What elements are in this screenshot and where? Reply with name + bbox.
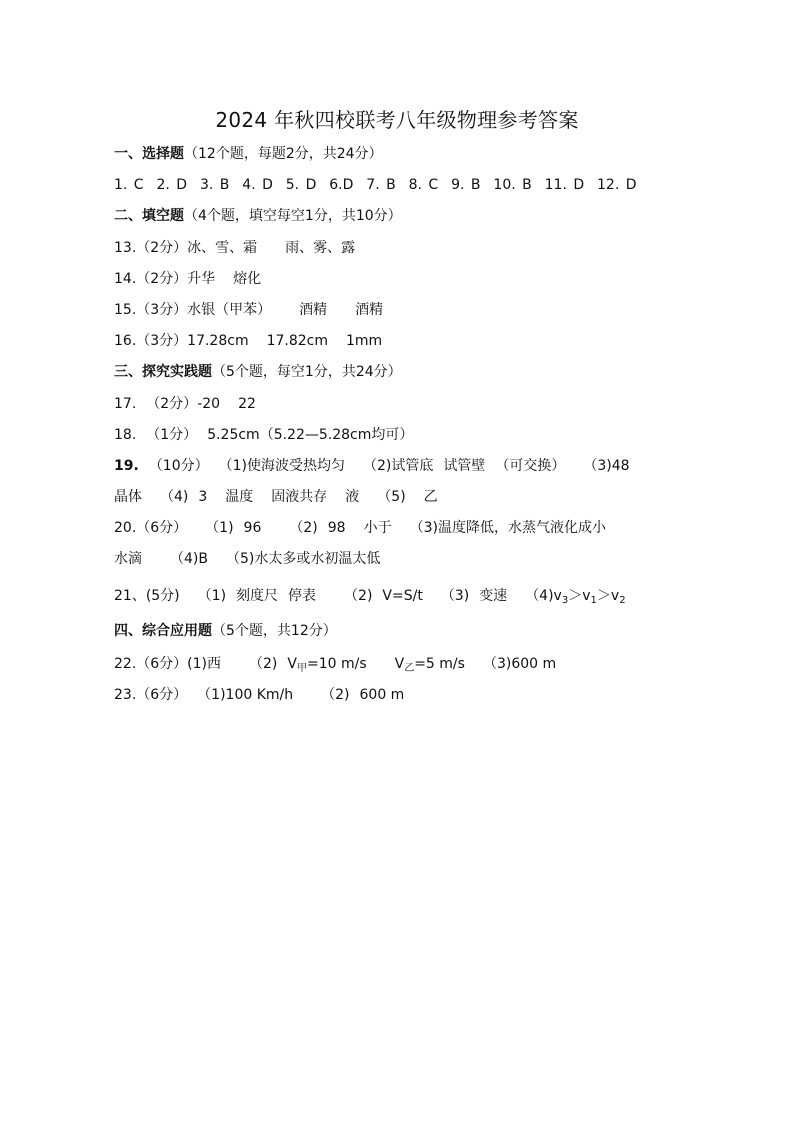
q19-part-4: （4)	[160, 489, 189, 505]
section-1-answers	[114, 175, 637, 195]
q15-answer-c: 酒精	[355, 302, 384, 318]
q21-sub-1: 1	[590, 595, 597, 606]
q19-score: （10分）	[148, 458, 209, 474]
q19-part-5: （5)	[377, 489, 406, 505]
q19-part-3: （3)48	[583, 458, 630, 474]
q21-row	[114, 586, 626, 611]
q20-part-2b: 小于	[363, 520, 392, 536]
q21-gt-1: ＞v	[568, 588, 591, 604]
section-4-heading: 四、综合应用题	[114, 623, 212, 639]
q23-part-1: （1)100 Km/h	[197, 687, 294, 703]
q17-row	[114, 394, 256, 414]
q20-part-2: （2)	[289, 520, 318, 536]
q21-part-4: （4)v	[525, 588, 562, 604]
section-4-note: （5个题，共12分）	[212, 623, 337, 639]
q18-score: （1分）	[146, 427, 198, 443]
q19-row-2	[114, 487, 438, 507]
q14-number: 14.（2分）	[114, 271, 188, 287]
q22-v-a: V	[287, 656, 297, 672]
q21-sub-2: 2	[619, 595, 626, 606]
document-title: 2024 年秋四校联考八年级物理参考答案	[215, 108, 579, 132]
q17-score: （2分）	[146, 396, 198, 412]
q20-part-1a: 96	[243, 520, 262, 536]
q20-part-5: （5)水太多或水初温太低	[225, 551, 381, 567]
section-1-header	[114, 144, 383, 164]
q22-v-b: V	[394, 656, 405, 672]
section-3-header	[114, 362, 402, 382]
q21-part-1b: 停表	[288, 588, 317, 604]
q18-number: 18.	[114, 427, 137, 443]
q22-row	[114, 654, 556, 679]
q19-part-2c: （可交换）	[495, 458, 566, 474]
q21-part-3a: 变速	[479, 588, 508, 604]
q21-part-2: （2)	[344, 588, 373, 604]
q22-number: 22.（6分）	[114, 656, 188, 672]
q18-row	[114, 425, 413, 445]
q15-answer-b: 酒精	[299, 302, 328, 318]
q17-number: 17.	[114, 396, 137, 412]
q17-answer-b: 22	[238, 396, 256, 412]
q21-part-1a: 刻度尺	[236, 588, 279, 604]
q19-part-2: （2)试管底	[363, 458, 434, 474]
q19-row-1	[114, 456, 630, 476]
q18-answer: 5.25cm（5.22—5.28cm均可）	[207, 427, 414, 443]
q20-number: 20.（6分）	[114, 520, 188, 536]
q16-answer-b: 17.82cm	[266, 333, 329, 349]
q14-answer-a: 升华	[187, 271, 216, 287]
section-2-header	[114, 206, 402, 226]
section-3-heading: 三、探究实践题	[114, 364, 212, 380]
q16-answer-c: 1mm	[346, 333, 383, 349]
q19-part-2b: 试管壁	[443, 458, 486, 474]
q14-row	[114, 269, 261, 289]
section-1-note: （12个题，每题2分，共24分）	[184, 146, 383, 162]
q13-number: 13.（2分）	[114, 240, 188, 256]
q19-part-4c: 固液共存	[271, 489, 328, 505]
q22-v-b-value: =5 m/s	[414, 656, 465, 672]
section-1-heading: 一、选择题	[114, 146, 184, 162]
q19-part-5a: 乙	[423, 489, 438, 505]
q20-line2-a: 水滴	[114, 551, 142, 567]
q19-part-4b: 温度	[225, 489, 254, 505]
q21-number: 21、(5分)	[114, 588, 180, 604]
choice-answers: 1. C 2. D 3. B 4. D 5. D 6.D 7. B 8. C 9. B 10. B 11. D 12. D	[114, 177, 637, 193]
section-3-note: （5个题，每空1分，共24分）	[212, 364, 402, 380]
q20-part-2a: 98	[327, 520, 346, 536]
q23-number: 23.（6分）	[114, 687, 188, 703]
q22-part-1: (1)西	[187, 656, 222, 672]
q19-number: 19.	[114, 458, 139, 474]
q13-answer-a: 冰、雪、霜	[187, 240, 258, 256]
q22-sub-yi: 乙	[404, 663, 415, 674]
q23-part-2: （2)	[321, 687, 350, 703]
q16-answer-a: 17.28cm	[187, 333, 249, 349]
q15-number: 15.（3分）	[114, 302, 188, 318]
q16-number: 16.（3分）	[114, 333, 188, 349]
q21-sub-3: 3	[561, 595, 569, 606]
q21-part-2a: V=S/t	[382, 588, 423, 604]
q21-part-1: （1)	[197, 588, 227, 604]
q20-row-2	[114, 549, 380, 569]
q16-row	[114, 331, 382, 351]
q17-answer-a: -20	[197, 396, 221, 412]
q22-part-2: （2)	[249, 656, 278, 672]
q22-sub-jia: 甲	[296, 663, 307, 674]
q23-row	[114, 685, 404, 705]
q20-part-3: （3)温度降低，水蒸气液化成小	[409, 520, 606, 536]
q14-answer-b: 熔化	[233, 271, 262, 287]
q19-part-4d: 液	[345, 489, 360, 505]
q23-part-2a: 600 m	[359, 687, 405, 703]
q22-v-a-value: =10 m/s	[306, 656, 367, 672]
q21-part-3: （3)	[440, 588, 470, 604]
section-2-note: （4个题，填空每空1分，共10分）	[184, 208, 402, 224]
q20-part-1: （1)	[205, 520, 234, 536]
q19-part-4a: 3	[198, 489, 208, 505]
q19-part-1: （1)使海波受热均匀	[218, 458, 346, 474]
q15-row	[114, 300, 383, 320]
section-2-heading: 二、填空题	[114, 208, 184, 224]
section-4-header	[114, 621, 337, 641]
q20-row-1	[114, 518, 606, 538]
q22-part-3: （3)600 m	[482, 656, 557, 672]
q15-answer-a: 水银（甲苯）	[187, 302, 272, 318]
q20-part-4: （4)B	[170, 551, 208, 567]
q19-line2-a: 晶体	[114, 489, 142, 505]
q13-row	[114, 238, 355, 258]
q13-answer-b: 雨、雾、露	[285, 240, 356, 256]
q21-gt-2: ＞v	[596, 588, 620, 604]
